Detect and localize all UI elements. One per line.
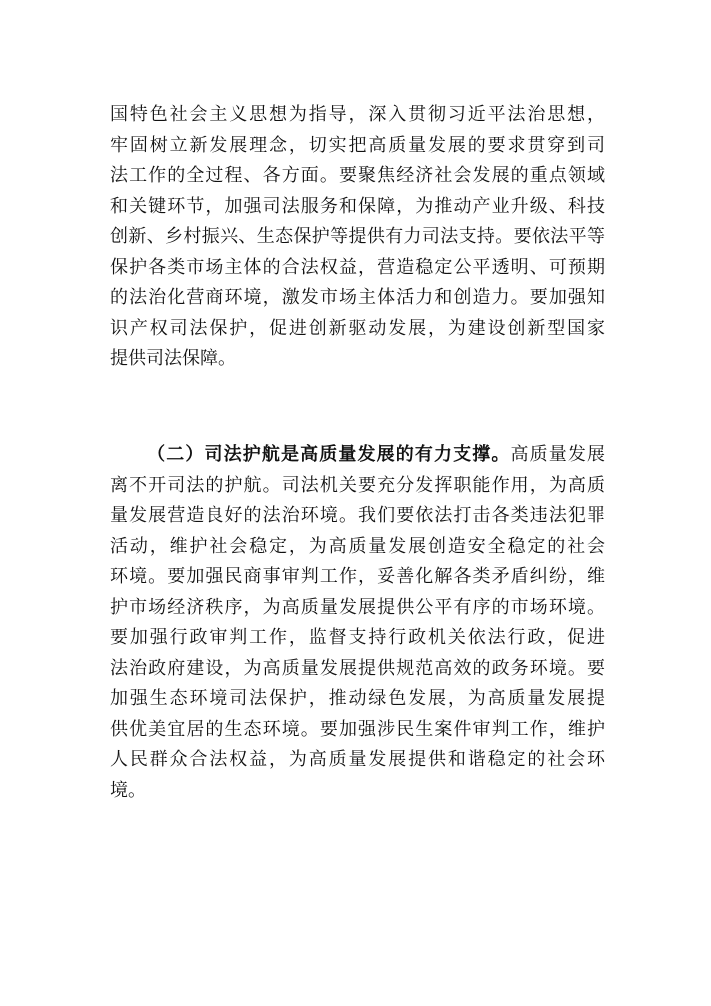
paragraph-first-line [110,440,605,471]
paragraph-line: 护市场经济秩序，为高质量发展提供公平有序的市场环境。 [110,596,605,618]
paragraph-line: 提供司法保障。 [110,348,236,369]
paragraph-line: 人民群众合法权益，为高质量发展提供和谐稳定的社会环 [110,749,605,770]
paragraph-line: 的法治化营商环境，激发市场主体活力和创造力。要加强知 [110,287,605,308]
paragraph-line: 境。 [110,779,146,801]
section-heading: （二）司法护航是高质量发展的有力支撑。 [146,444,511,465]
paragraph-line: 法工作的全过程、各方面。要聚焦经济社会发展的重点领域 [110,165,605,186]
paragraph-line: 创新、乡村振兴、生态保护等提供有力司法支持。要依法平等 [110,226,605,247]
paragraph-line: 要加强行政审判工作，监督支持行政机关依法行政，促进 [110,627,605,648]
paragraph-line: 量发展营造良好的法治环境。我们要依法打击各类违法犯罪 [110,505,605,526]
paragraph-line: 环境。要加强民商事审判工作，妥善化解各类矛盾纠纷，维 [110,566,605,587]
paragraph-1 [110,100,605,375]
paragraph-line: 牢固树立新发展理念，切实把高质量发展的要求贯穿到司 [110,134,605,156]
paragraph-line: 保护各类市场主体的合法权益，营造稳定公平透明、可预期 [110,256,605,278]
paragraph-line: 和关键环节，加强司法服务和保障，为推动产业升级、科技 [110,195,605,217]
paragraph-2 [110,440,605,806]
paragraph-line: 供优美宜居的生态环境。要加强涉民生案件审判工作，维护 [110,718,605,740]
paragraph-line: 活动，维护社会稳定，为高质量发展创造安全稳定的社会 [110,535,605,557]
paragraph-line: 法治政府建设，为高质量发展提供规范高效的政务环境。要 [110,657,605,679]
paragraph-line: 国特色社会主义思想为指导，深入贯彻习近平法治思想， [110,104,605,125]
paragraph-line: 离不开司法的护航。司法机关要充分发挥职能作用，为高质 [110,474,605,496]
heading-line-rest: 高质量发展 [510,444,605,465]
paragraph-line: 识产权司法保护，促进创新驱动发展，为建设创新型国家 [110,317,605,339]
paragraph-line: 加强生态环境司法保护，推动绿色发展，为高质量发展提 [110,688,605,709]
